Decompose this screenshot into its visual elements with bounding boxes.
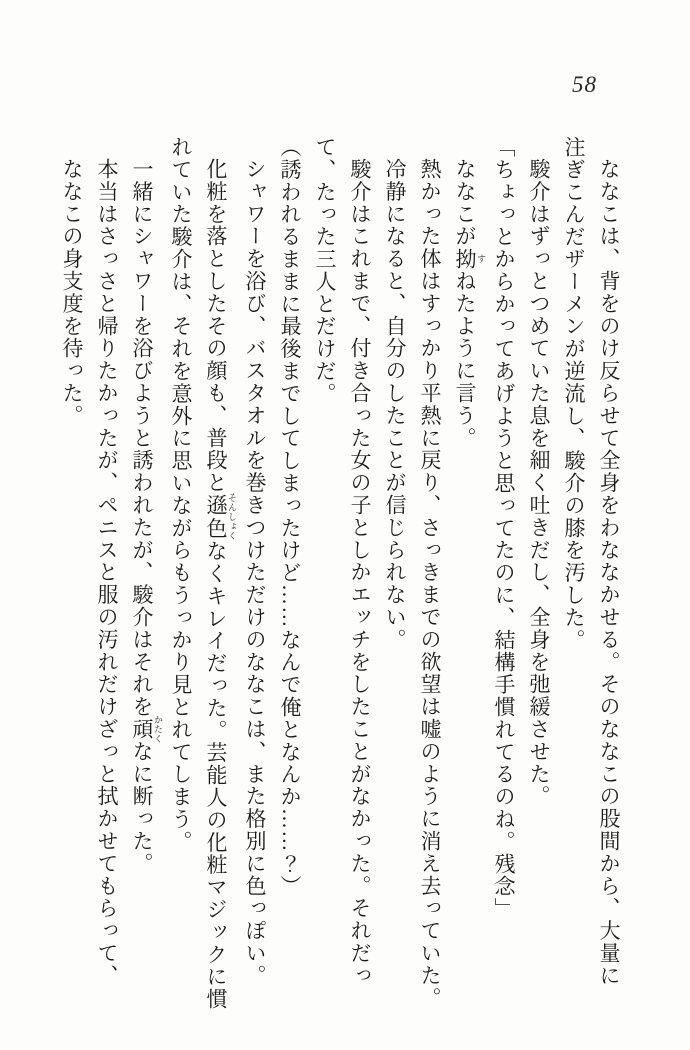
ruby-annotated-word: 拗 す xyxy=(453,247,486,271)
text-line: 本当はさっさと帰りたかったが、ペニスと服の汚れだけざっと拭かせてもらって、 xyxy=(95,158,119,987)
text-line: 注ぎこんだザーメンが逆流し、駿介の膝を汚した。 xyxy=(562,136,586,652)
text-line: 「ちょっとからかってあげようと思ってたのに、結構手慣れてるのね。残念」 xyxy=(492,136,516,920)
text-line: 化粧を落としたその顔も、普段と遜色 そんしょくなくキレイだった。芸能人の化粧マジックに慣 xyxy=(204,158,237,1011)
text-line: れていた駿介は、それを意外に思いながらもうっかり見とれてしまう。 xyxy=(169,136,193,853)
text-body xyxy=(54,136,626,1011)
text-line: （誘われるままに最後までしてしまったけど……なんで俺となんか……？） xyxy=(278,136,302,898)
text-line: シャワーを浴び、バスタオルを巻きつけただけのななこは、また格別に色っぽい。 xyxy=(243,158,267,987)
furigana: す xyxy=(476,247,486,271)
furigana: かたく xyxy=(153,714,163,744)
text-line: 熱かった体はすっかり平熱に戻り、さっきまでの欲望は嘘のように消え去っていた。 xyxy=(418,158,442,1010)
text-line: 駿介はこれまで、付き合った女の子としかエッチをしたことがなかった。それだっ xyxy=(348,158,372,987)
text-line: ななこが拗 すねたように言う。 xyxy=(453,158,486,450)
ruby-annotated-word: 遜色 そんしょく xyxy=(204,493,237,541)
text-line: ななこの身支度を待った。 xyxy=(60,158,84,427)
text-line: て、たった三人とだけだ。 xyxy=(313,136,337,405)
text-line: 一緒にシャワーを浴びようと誘われたが、駿介はそれを頑 かたくなに断った。 xyxy=(130,158,163,875)
ruby-annotated-word: 頑 かたく xyxy=(130,714,163,744)
text-line: 駿介はずっとつめていた息を細く吐きだし、全身を弛緩させた。 xyxy=(527,158,551,808)
text-line: ななこは、背をのけ反らせて全身をわななかせる。そのななこの股間から、大量に xyxy=(597,158,621,987)
furigana: そんしょく xyxy=(227,493,237,541)
text-line: 冷静になると、自分のしたことが信じられない。 xyxy=(383,158,407,651)
page-number: 58 xyxy=(572,72,597,97)
